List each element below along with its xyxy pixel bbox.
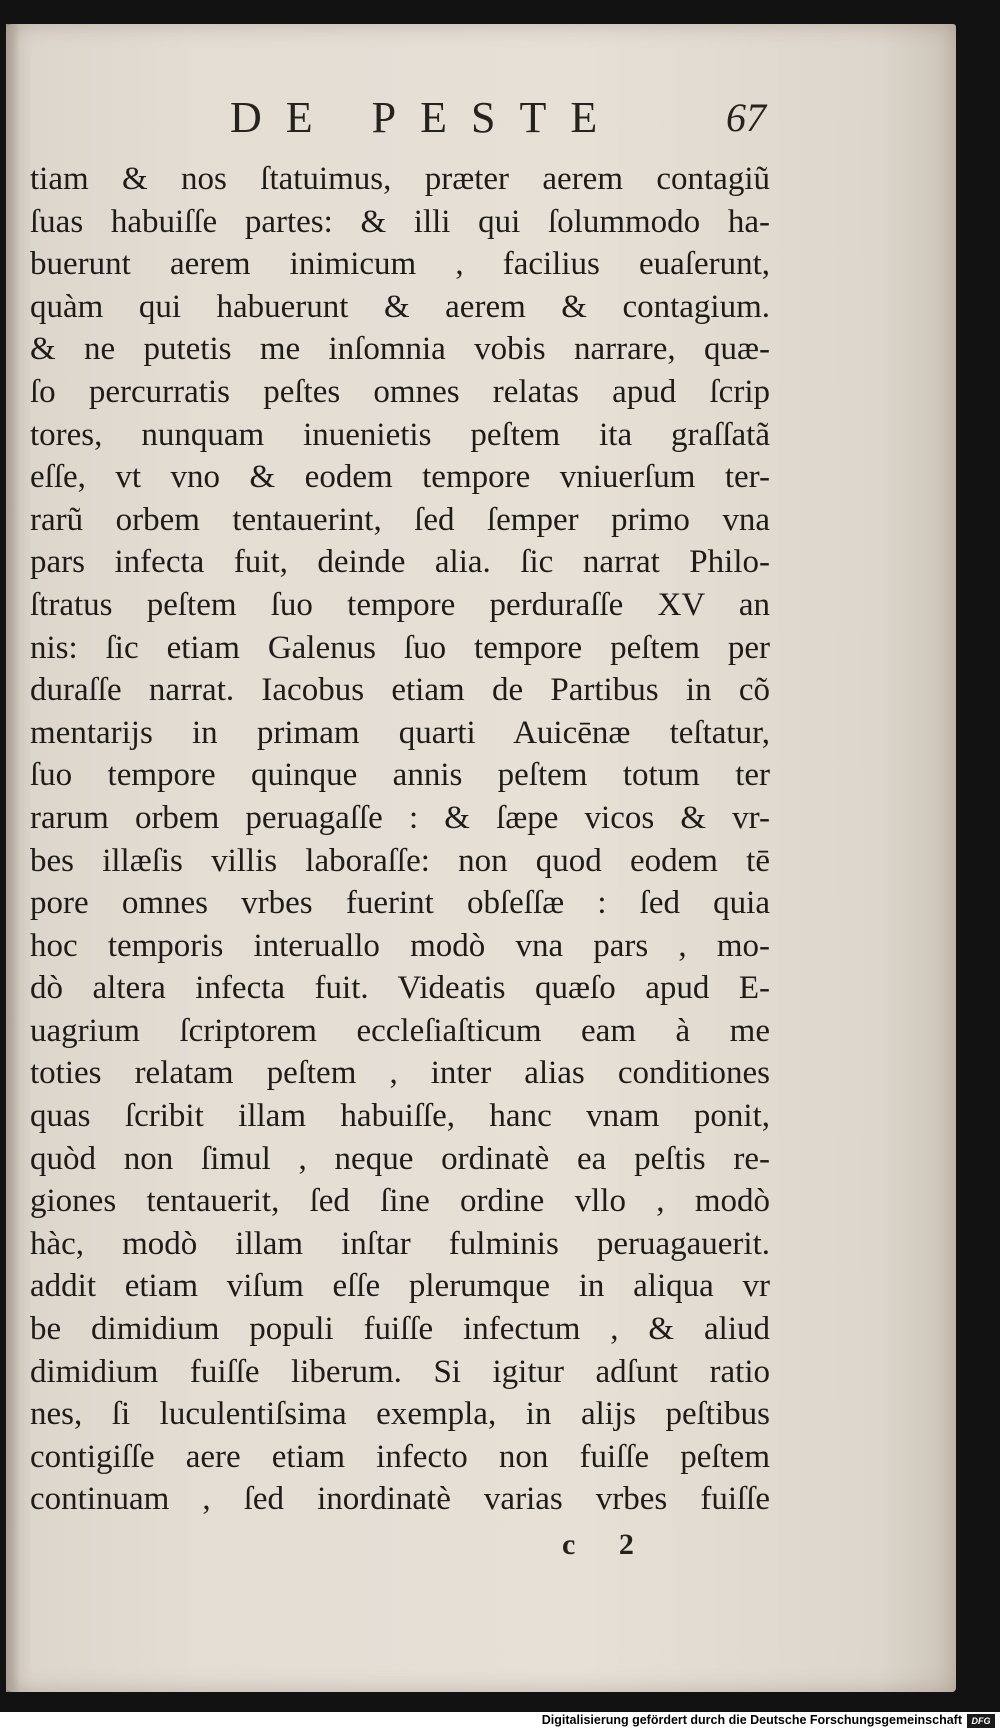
text-line: hoc temporis interuallo modò vna pars , mo- bbox=[30, 927, 770, 964]
text-line: continuam , ſed inordinatè varias vrbes fuiſſe bbox=[30, 1481, 770, 1518]
page-number: 67 bbox=[726, 95, 766, 140]
text-line: giones tentauerit, ſed ſine ordine vllo , modò bbox=[30, 1183, 770, 1220]
text-line: buerunt aerem inimicum , facilius euaſerunt, bbox=[30, 246, 770, 283]
text-line: rarũ orbem tentauerint, ſed ſemper primo vna bbox=[30, 501, 770, 538]
text-line: eſſe, vt vno & eodem tempore vniuerſum ter- bbox=[30, 459, 770, 496]
text-line: tiam & nos ſtatuimus, præter aerem contagiũ bbox=[30, 161, 770, 197]
text-line: dimidium fuiſſe liberum. Si igitur adſunt ratio bbox=[30, 1353, 770, 1390]
text-line: addit etiam viſum eſſe plerumque in aliqua vr bbox=[30, 1268, 770, 1305]
running-title: DE PESTE bbox=[230, 93, 622, 142]
body-text bbox=[30, 158, 770, 1521]
text-line: rarum orbem peruagaſſe : & ſæpe vicos & vr- bbox=[30, 799, 770, 836]
text-line: be dimidium populi fuiſſe infectum , & aliud bbox=[30, 1311, 770, 1348]
text-line: contigiſſe aere etiam infecto non fuiſſe peſtem bbox=[30, 1438, 770, 1475]
text-line: nes, ſi luculentiſsima exempla, in alijs peſtibus bbox=[30, 1396, 770, 1433]
text-line: bes illæſis villis laboraſſe: non quod eodem tē bbox=[30, 842, 770, 879]
text-line: ſtratus peſtem ſuo tempore perduraſſe XV an bbox=[30, 586, 770, 623]
signature-mark: c 2 bbox=[562, 1528, 652, 1561]
page-header bbox=[220, 92, 780, 152]
text-line: dò altera infecta fuit. Videatis quæſo apud E- bbox=[30, 970, 770, 1007]
dfg-logo: DFG bbox=[967, 1714, 995, 1728]
text-line: ſuas habuiſſe partes: & illi qui ſolummodo ha- bbox=[30, 203, 770, 240]
text-line: & ne putetis me inſomnia vobis narrare, quæ- bbox=[30, 331, 770, 368]
text-line: duraſſe narrat. Iacobus etiam de Partibus in cõ bbox=[30, 672, 770, 709]
page-spine-shadow bbox=[6, 24, 20, 1692]
text-line: quas ſcribit illam habuiſſe, hanc vnam ponit, bbox=[30, 1098, 770, 1135]
text-line: hàc, modò illam inſtar fulminis peruagauerit. bbox=[30, 1225, 770, 1262]
text-line: pore omnes vrbes fuerint obſeſſæ : ſed quia bbox=[30, 885, 770, 922]
text-line: uagrium ſcriptorem eccleſiaſticum eam à me bbox=[30, 1012, 770, 1049]
text-line: tores, nunquam inuenietis peſtem ita graſſatã bbox=[30, 416, 770, 453]
text-line: ſuo tempore quinque annis peſtem totum ter bbox=[30, 757, 770, 794]
text-line: quàm qui habuerunt & aerem & contagium. bbox=[30, 288, 770, 325]
text-line: nis: ſic etiam Galenus ſuo tempore peſtem per bbox=[30, 629, 770, 666]
footer-credit: Digitalisierung gefördert durch die Deutsche Forschungsgemeinschaft bbox=[541, 1713, 962, 1727]
text-line: pars infecta fuit, deinde alia. ſic narrat Philo- bbox=[30, 544, 770, 581]
text-line: quòd non ſimul , neque ordinatè ea peſtis re- bbox=[30, 1140, 770, 1177]
text-line: toties relatam peſtem , inter alias conditiones bbox=[30, 1055, 770, 1092]
text-line: mentarijs in primam quarti Auicēnæ teſtatur, bbox=[30, 714, 770, 751]
text-line: ſo percurratis peſtes omnes relatas apud ſcrip bbox=[30, 373, 770, 410]
